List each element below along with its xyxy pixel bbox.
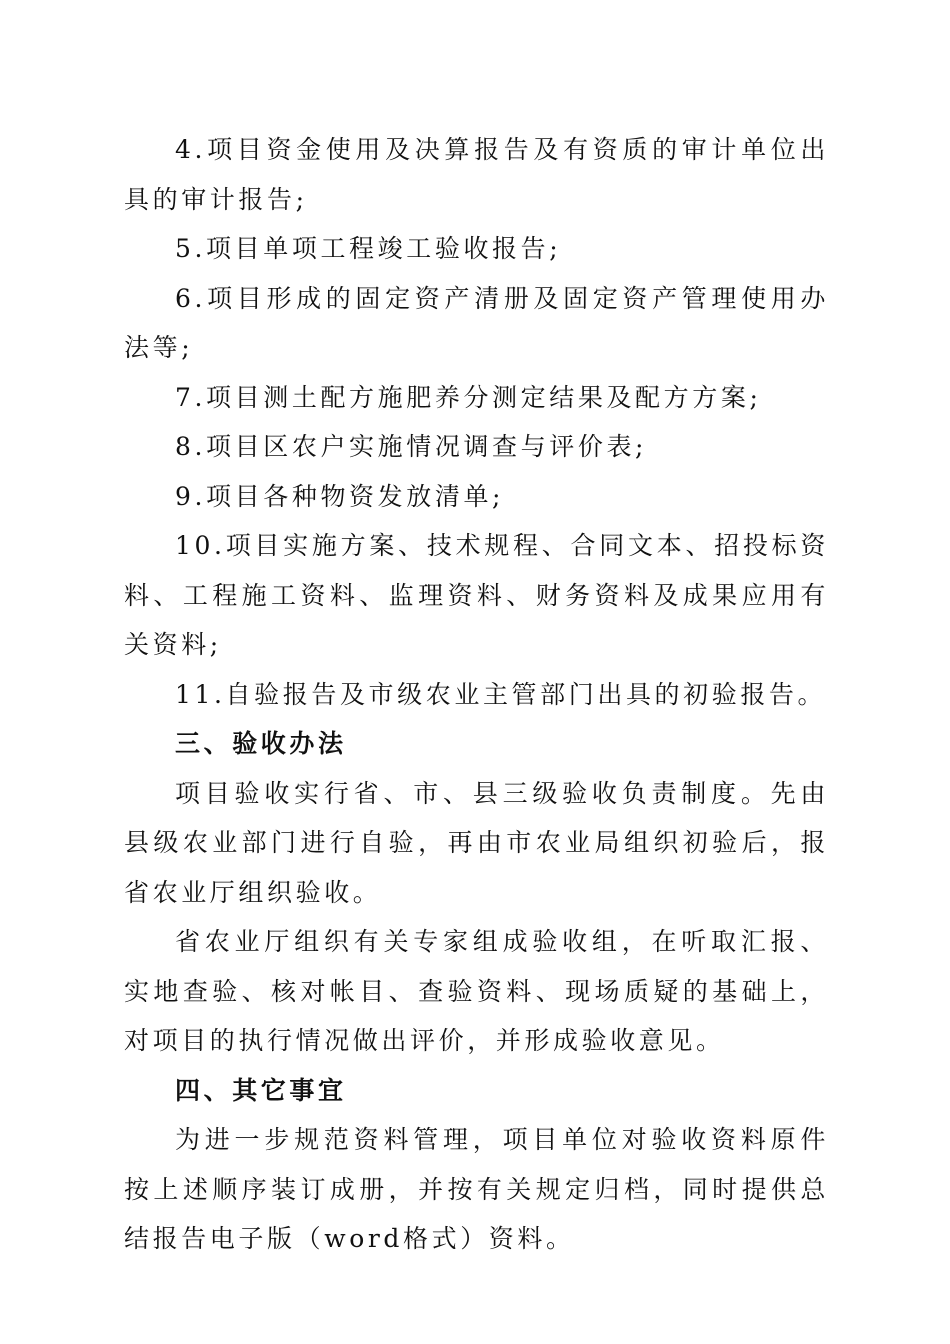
list-item-9: 9.项目各种物资发放清单; xyxy=(175,481,505,511)
list-item-10: 10.项目实施方案、技术规程、合同文本、招投标资料、工程施工资料、监理资料、财务资料及成果应用有关资料; xyxy=(124,531,829,659)
document-body xyxy=(124,125,829,1264)
list-item-6: 6.项目形成的固定资产清册及固定资产管理使用办法等; xyxy=(124,283,829,362)
section-heading-acceptance-method: 三、验收办法 xyxy=(175,729,347,758)
list-item-7: 7.项目测土配方施肥养分测定结果及配方方案; xyxy=(175,382,762,412)
list-item-5: 5.项目单项工程竣工验收报告; xyxy=(175,234,562,263)
section-heading-other-matters: 四、其它事宜 xyxy=(175,1075,347,1105)
section4-paragraph-1: 为进一步规范资料管理，项目单位对验收资料原件按上述顺序装订成册，并按有关规定归档，同时提供总结报告电子版（word格式）资料。 xyxy=(124,1125,829,1253)
section3-paragraph-2: 省农业厅组织有关专家组成验收组，在听取汇报、实地查验、核对帐目、查验资料、现场质疑的基础上，对项目的执行情况做出评价，并形成验收意见。 xyxy=(124,927,829,1055)
list-item-4: 4.项目资金使用及决算报告及有资质的审计单位出具的审计报告; xyxy=(124,135,829,214)
list-item-11: 11.自验报告及市级农业主管部门出具的初验报告。 xyxy=(175,679,827,709)
list-item-8: 8.项目区农户实施情况调查与评价表; xyxy=(175,432,648,461)
section3-paragraph-1: 项目验收实行省、市、县三级验收负责制度。先由县级农业部门进行自验，再由市农业局组织初验后，报省农业厅组织验收。 xyxy=(124,778,829,907)
